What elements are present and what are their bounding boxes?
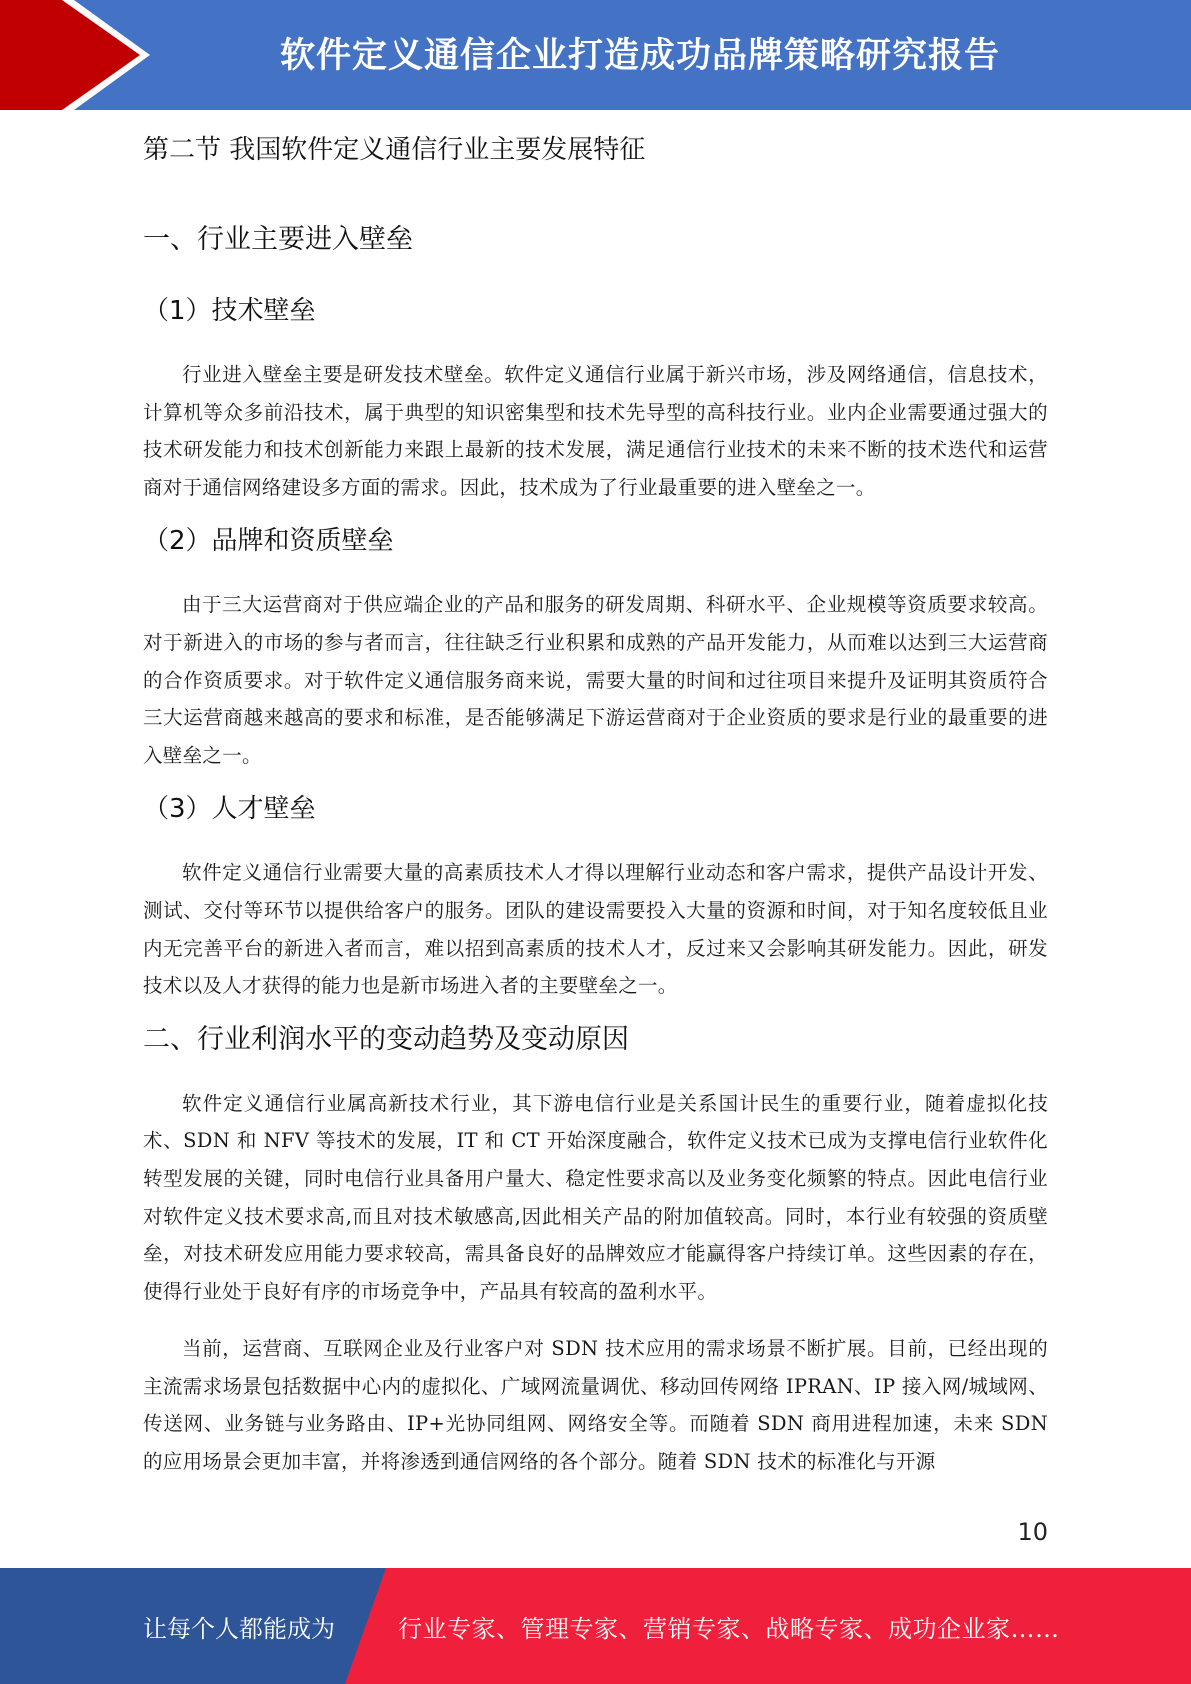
- subheading-brand-qualification-barrier: （2）品牌和资质壁垒: [143, 526, 394, 557]
- footer-slogan-left: 让每个人都能成为: [143, 1614, 335, 1643]
- page-number: 10: [1017, 1518, 1048, 1546]
- header-arrow-decoration: [0, 0, 160, 110]
- section-title: 第二节 我国软件定义通信行业主要发展特征: [143, 135, 646, 165]
- paragraph-talent-barrier: 软件定义通信行业需要大量的高素质技术人才得以理解行业动态和客户需求，提供产品设计开发、测试、交付等环节以提供给客户的服务。团队的建设需要投入大量的资源和时间，对于知名度较低且业内无完善平台的新进入者而言，难以招到高素质的技术人才，反过来又会影响其研发能力。因此，研发技术以及人才获得的能力也是新市场进入者的主要壁垒之一。: [143, 861, 1048, 998]
- heading-entry-barriers: 一、行业主要进入壁垒: [143, 224, 413, 255]
- header-banner: [0, 0, 1191, 110]
- subheading-technology-barrier: （1）技术壁垒: [143, 296, 316, 326]
- page-content: [143, 130, 1048, 1481]
- footer-slogan-right: 行业专家、管理专家、营销专家、战略专家、成功企业家……: [398, 1614, 1060, 1643]
- footer-banner: [0, 1568, 1191, 1684]
- document-title: 软件定义通信企业打造成功品牌策略研究报告: [279, 35, 1000, 76]
- heading-profit-trend: 二、行业利润水平的变动趋势及变动原因: [143, 1023, 629, 1055]
- paragraph-technology-barrier: 行业进入壁垒主要是研发技术壁垒。软件定义通信行业属于新兴市场，涉及网络通信，信息技术，计算机等众多前沿技术，属于典型的知识密集型和技术先导型的高科技行业。业内企业需要通过强大的技术研发能力和技术创新能力来跟上最新的技术发展，满足通信行业技术的未来不断的技术迭代和运营商对于通信网络建设多方面的需求。因此，技术成为了行业最重要的进入壁垒之一。: [143, 363, 1048, 499]
- subheading-talent-barrier: （3）人才壁垒: [143, 794, 316, 825]
- paragraph-profit-trend-2: 当前，运营商、互联网企业及行业客户对 SDN 技术应用的需求场景不断扩展。目前，已经出现的主流需求场景包括数据中心内的虚拟化、广域网流量调优、移动回传网络 IPRAN、IP 接入网/城域网、传送网、业务链与业务路由、IP+光协同组网、网络安全等。而随着 SDN 商用进程加速，未来 SDN 的应用场景会更加丰富，并将渗透到通信网络的各个部分。随着 SDN 技术的标准化与开源: [143, 1337, 1048, 1474]
- paragraph-profit-trend-1: 软件定义通信行业属高新技术行业，其下游电信行业是关系国计民生的重要行业，随着虚拟化技术、SDN 和 NFV 等技术的发展，IT 和 CT 开始深度融合，软件定义技术已成为支撑电信行业软件化转型发展的关键，同时电信行业具备用户量大、稳定性要求高以及业务变化频繁的特点。因此电信行业对软件定义技术要求高,而且对技术敏感高,因此相关产品的附加值较高。同时，本行业有较强的资质壁垒，对技术研发应用能力要求较高，需具备良好的品牌效应才能赢得客户持续订单。这些因素的存在，使得行业处于良好有序的市场竞争中，产品具有较高的盈利水平。: [143, 1091, 1048, 1303]
- paragraph-brand-qualification-barrier: 由于三大运营商对于供应端企业的产品和服务的研发周期、科研水平、企业规模等资质要求较高。对于新进入的市场的参与者而言，往往缺乏行业积累和成熟的产品开发能力，从而难以达到三大运营商的合作资质要求。对于软件定义通信服务商来说，需要大量的时间和过往项目来提升及证明其资质符合三大运营商越来越高的要求和标准，是否能够满足下游运营商对于企业资质的要求是行业的最重要的进入壁垒之一。: [143, 593, 1048, 767]
